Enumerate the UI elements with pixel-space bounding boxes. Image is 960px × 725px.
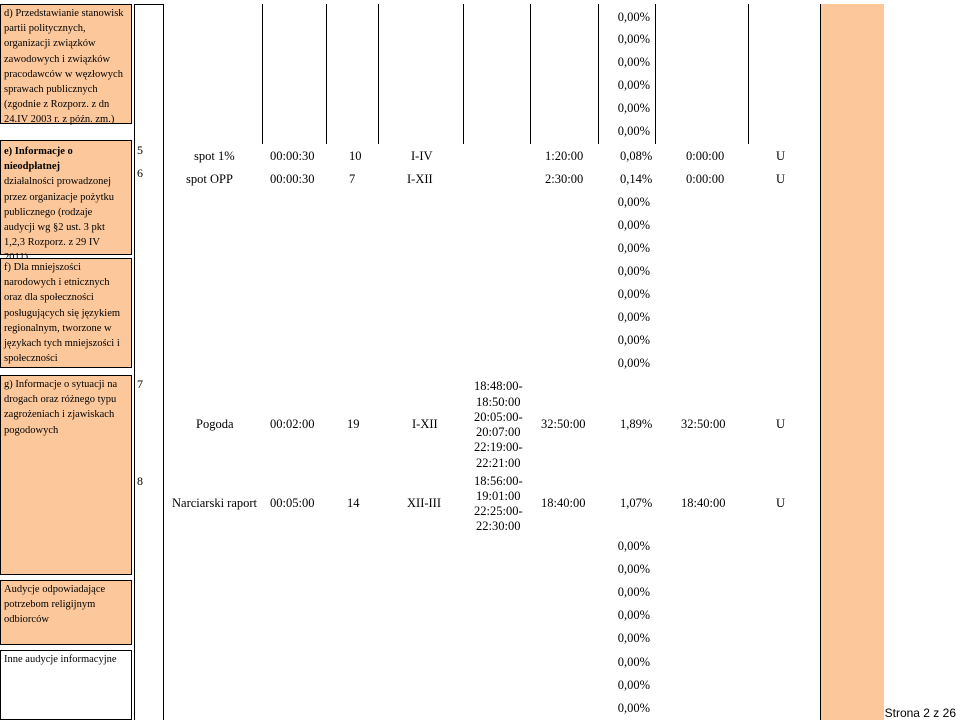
section-e: [0, 140, 132, 255]
section-religious-line: odbiorców: [4, 614, 49, 626]
section-e-line: 1,2,3 Rozporz. z 29 IV: [4, 237, 100, 249]
percent-cell: 0,00%: [617, 631, 650, 645]
program-time: 19:01:00: [476, 489, 521, 503]
section-f-line: językach tych mniejszości i: [4, 338, 120, 350]
grid-line: [326, 4, 327, 144]
program-time: 22:21:00: [476, 456, 521, 470]
percent-cell: 0,00%: [617, 32, 650, 46]
program-name: Pogoda: [196, 417, 234, 431]
page-number: Strona 2 z 26: [884, 706, 956, 720]
grid-line: [134, 4, 164, 5]
program-count: 7: [349, 172, 356, 186]
program-extra: 18:40:00: [681, 496, 726, 510]
program-share: 1,89%: [620, 417, 653, 431]
grid-line: [463, 4, 464, 144]
percent-cell: 0,00%: [617, 356, 650, 370]
grid-line: [530, 4, 531, 144]
section-g-line: pogodowych: [4, 424, 59, 436]
section-g-line: g) Informacje o sytuacji na: [4, 379, 118, 390]
section-g-line: drogach oraz różnego typu: [4, 394, 117, 406]
section-d-line: pracodawców w węzłowych: [4, 68, 123, 80]
section-info: [0, 650, 132, 720]
program-duration: 00:00:30: [270, 172, 315, 186]
section-f-line: społeczności: [4, 353, 58, 365]
program-months: I-XII: [407, 172, 433, 186]
program-time: 22:19:00-: [474, 440, 523, 454]
row-number: 7: [137, 377, 143, 391]
section-d-line: (zgodnie z Rozporz. z dn: [4, 99, 110, 111]
percent-cell: 0,00%: [617, 310, 650, 324]
section-d-line: zawodowych i związków: [4, 53, 111, 65]
program-count: 10: [349, 149, 362, 163]
program-months: XII-III: [407, 496, 442, 510]
section-d: [0, 4, 132, 124]
program-extra: 0:00:00: [686, 149, 725, 163]
program-time: 20:05:00-: [474, 410, 523, 424]
row-number: 8: [137, 474, 143, 488]
grid-line: [598, 4, 599, 144]
program-time: 18:50:00: [476, 395, 521, 409]
program-name: Narciarski raport: [172, 496, 258, 510]
section-d-line: organizacji związków: [4, 38, 96, 50]
percent-cell: 0,00%: [617, 124, 650, 138]
program-months: I-XII: [412, 417, 438, 431]
program-share: 0,14%: [620, 172, 653, 186]
section-d-line: 24.IV 2003 r. z późn. zm.): [4, 114, 115, 126]
grid-line: [378, 4, 379, 144]
program-count: 14: [347, 496, 360, 510]
grid-line: [655, 4, 656, 144]
grid-line: [134, 4, 135, 720]
section-f-line: f) Dla mniejszości: [4, 262, 81, 273]
percent-cell: 0,00%: [617, 539, 650, 553]
row-number: 5: [137, 143, 143, 157]
percent-cell: 0,00%: [617, 218, 650, 232]
program-months: I-IV: [411, 149, 433, 163]
program-time: 20:07:00: [476, 425, 521, 439]
program-duration: 00:02:00: [270, 417, 315, 431]
percent-cell: 0,00%: [617, 585, 650, 599]
percent-cell: 0,00%: [617, 655, 650, 669]
program-time: 22:25:00-: [474, 504, 523, 518]
section-religious-line: Audycje odpowiadające: [4, 584, 106, 595]
section-f: [0, 258, 132, 368]
percent-cell: 0,00%: [617, 287, 650, 301]
grid-line: [163, 4, 164, 720]
section-info-line: Inne audycje informacyjne: [4, 654, 117, 665]
section-religious-line: potrzebom religijnym: [4, 599, 96, 611]
section-f-line: posługujących się językiem: [4, 307, 121, 319]
section-f-line: narodowych i etnicznych: [4, 277, 110, 289]
percent-cell: 0,00%: [617, 101, 650, 115]
section-f-line: regionalnym, tworzone w: [4, 322, 112, 334]
program-total: 32:50:00: [541, 417, 586, 431]
grid-line: [748, 4, 749, 144]
program-flag: U: [776, 496, 786, 510]
program-share: 0,08%: [620, 149, 653, 163]
program-count: 19: [347, 417, 360, 431]
program-duration: 00:00:30: [270, 149, 315, 163]
grid-line: [262, 4, 263, 144]
program-time: 22:30:00: [476, 519, 521, 533]
percent-cell: 0,00%: [617, 562, 650, 576]
program-time: 18:48:00-: [474, 379, 523, 393]
program-total: 18:40:00: [541, 496, 586, 510]
program-flag: U: [776, 172, 786, 186]
section-e-line: audycji wg §2 ust. 3 pkt: [4, 222, 105, 234]
section-g-line: zagrożeniach i zjawiskach: [4, 409, 115, 421]
percent-cell: 0,00%: [617, 10, 650, 24]
percent-cell: 0,00%: [617, 701, 650, 715]
program-duration: 00:05:00: [270, 496, 315, 510]
section-g: [0, 375, 132, 575]
percent-cell: 0,00%: [617, 608, 650, 622]
program-flag: U: [776, 417, 786, 431]
section-e-line: przez organizacje pożytku: [4, 191, 114, 203]
program-share: 1,07%: [620, 496, 653, 510]
percent-cell: 0,00%: [617, 55, 650, 69]
section-d-line: sprawach publicznych: [4, 84, 98, 96]
section-d-line: partii politycznych,: [4, 23, 86, 35]
row-number: 6: [137, 166, 143, 180]
percent-cell: 0,00%: [617, 333, 650, 347]
program-total: 2:30:00: [545, 172, 584, 186]
section-religious: [0, 580, 132, 645]
highlight-band: [820, 4, 884, 720]
program-extra: 32:50:00: [681, 417, 726, 431]
section-d-line: d) Przedstawianie stanowisk: [4, 8, 124, 19]
section-f-line: oraz dla społeczności: [4, 292, 94, 304]
section-e-line: publicznego (rodzaje: [4, 206, 93, 218]
percent-cell: 0,00%: [617, 241, 650, 255]
percent-cell: 0,00%: [617, 678, 650, 692]
percent-cell: 0,00%: [617, 264, 650, 278]
section-e-line: e) Informacje o nieodpłatnej: [4, 146, 73, 173]
section-e-line: działalności prowadzonej: [4, 176, 111, 188]
program-total: 1:20:00: [545, 149, 584, 163]
program-flag: U: [776, 149, 786, 163]
program-name: spot 1%: [194, 149, 235, 163]
percent-cell: 0,00%: [617, 195, 650, 209]
program-name: spot OPP: [186, 172, 233, 186]
program-extra: 0:00:00: [686, 172, 725, 186]
grid-line: [820, 4, 821, 720]
program-time: 18:56:00-: [474, 474, 523, 488]
percent-cell: 0,00%: [617, 78, 650, 92]
